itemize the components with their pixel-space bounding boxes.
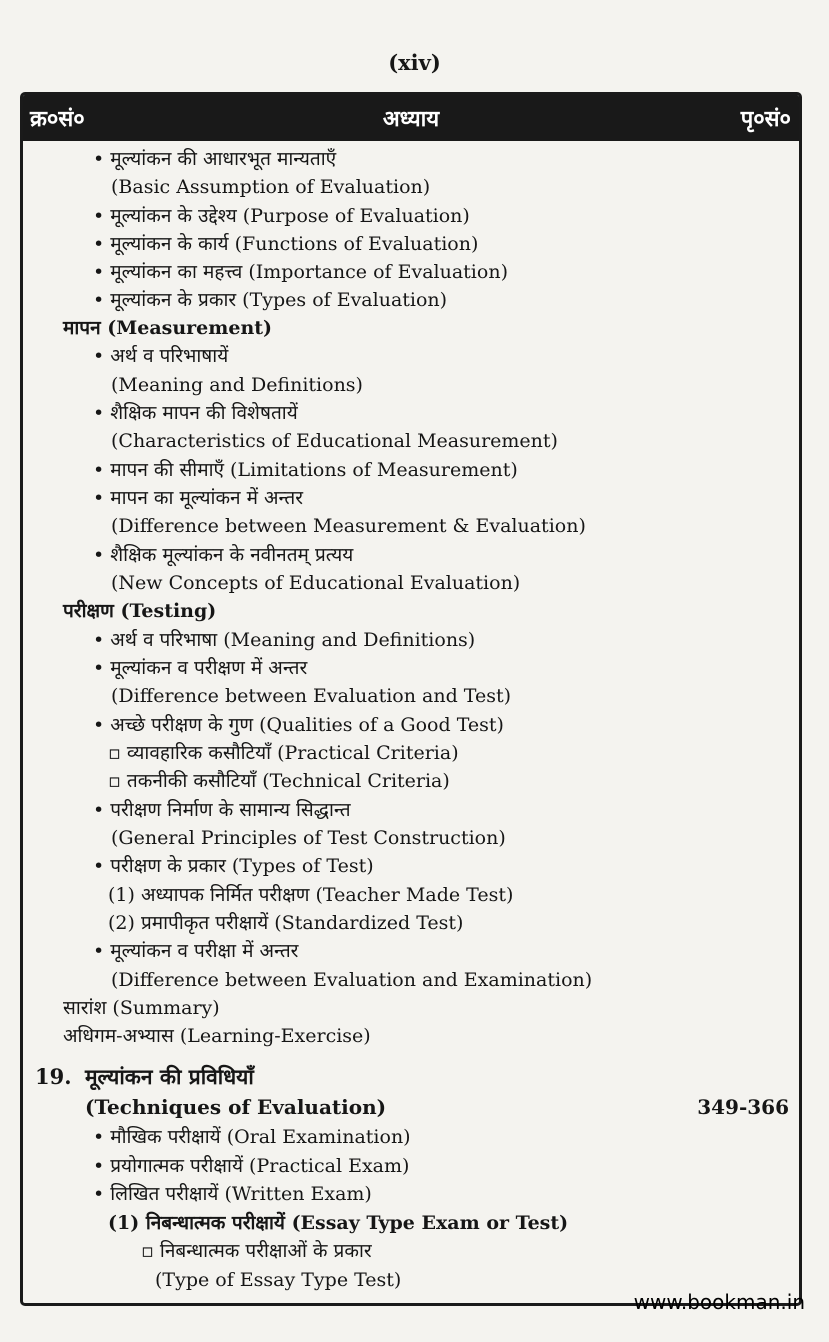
website-url: www.bookman.in — [633, 1290, 805, 1314]
list-item: (General Principles of Test Construction) — [111, 827, 506, 849]
header-page: पृ०सं० — [740, 106, 791, 132]
list-item: • मापन की सीमाएँ (Limitations of Measurement) — [93, 459, 518, 481]
list-item: अधिगम-अभ्यास (Learning-Exercise) — [63, 1025, 371, 1047]
chapter-title-hindi: मूल्यांकन की प्रविधियाँ — [85, 1064, 254, 1089]
list-item: (1) निबन्धात्मक परीक्षायें (Essay Type Exam or Test) — [108, 1212, 569, 1234]
list-item: • शैक्षिक मापन की विशेषतायें — [93, 402, 298, 424]
list-item: • अच्छे परीक्षण के गुण (Qualities of a Good Test) — [93, 714, 504, 736]
list-item: • मूल्यांकन की आधारभूत मान्यताएँ — [93, 148, 337, 170]
list-item: (Basic Assumption of Evaluation) — [111, 176, 431, 198]
list-item: (Characteristics of Educational Measurement) — [111, 430, 558, 452]
list-item: • मूल्यांकन का महत्त्व (Importance of Evaluation) — [93, 261, 508, 283]
list-item: • अर्थ व परिभाषा (Meaning and Definitions) — [93, 629, 476, 651]
list-item: सारांश (Summary) — [63, 997, 220, 1019]
header-chapter: अध्याय — [382, 106, 440, 132]
list-item: (1) अध्यापक निर्मित परीक्षण (Teacher Made Test) — [108, 884, 514, 906]
list-item: • मूल्यांकन के कार्य (Functions of Evaluation) — [93, 233, 479, 255]
list-item: ▫ व्यावहारिक कसौटियाँ (Practical Criteria) — [108, 742, 459, 764]
list-item: ▫ निबन्धात्मक परीक्षाओं के प्रकार — [141, 1240, 372, 1262]
table-header — [23, 95, 799, 141]
list-item: (Difference between Evaluation and Test) — [111, 685, 512, 707]
list-item: (Meaning and Definitions) — [111, 374, 363, 396]
list-item: (Difference between Measurement & Evaluation) — [111, 515, 586, 537]
section-heading: परीक्षण (Testing) — [63, 600, 217, 622]
page-number: (xiv) — [388, 50, 441, 75]
list-item: • परीक्षण के प्रकार (Types of Test) — [93, 855, 374, 877]
list-item: (2) प्रमापीकृत परीक्षायें (Standardized Test) — [108, 912, 464, 934]
chapter-title-english: (Techniques of Evaluation) — [85, 1095, 387, 1119]
list-item: • मूल्यांकन व परीक्षण में अन्तर — [93, 657, 308, 679]
list-item: • मौखिक परीक्षायें (Oral Examination) — [93, 1126, 411, 1148]
list-item: • परीक्षण निर्माण के सामान्य सिद्धान्त — [93, 799, 351, 821]
list-item: • मूल्यांकन के प्रकार (Types of Evaluation) — [93, 289, 448, 311]
list-item: • लिखित परीक्षायें (Written Exam) — [93, 1183, 372, 1205]
list-item: ▫ तकनीकी कसौटियाँ (Technical Criteria) — [108, 770, 450, 792]
list-item: • शैक्षिक मूल्यांकन के नवीनतम् प्रत्यय — [93, 544, 354, 566]
section-heading: मापन (Measurement) — [63, 317, 273, 339]
header-serial: क्र०सं० — [30, 106, 85, 132]
list-item: (New Concepts of Educational Evaluation) — [111, 572, 521, 594]
chapter-pages: 349-366 — [697, 1095, 789, 1119]
list-item: (Difference between Evaluation and Examination) — [111, 969, 593, 991]
list-item: • प्रयोगात्मक परीक्षायें (Practical Exam) — [93, 1155, 410, 1177]
list-item: (Type of Essay Type Test) — [155, 1269, 402, 1291]
chapter-number: 19. — [35, 1064, 72, 1089]
list-item: • अर्थ व परिभाषायें — [93, 345, 229, 367]
list-item: • मूल्यांकन व परीक्षा में अन्तर — [93, 940, 299, 962]
contents-table — [20, 92, 802, 1306]
list-item: • मापन का मूल्यांकन में अन्तर — [93, 487, 303, 509]
list-item: • मूल्यांकन के उद्देश्य (Purpose of Evaluation) — [93, 205, 470, 227]
